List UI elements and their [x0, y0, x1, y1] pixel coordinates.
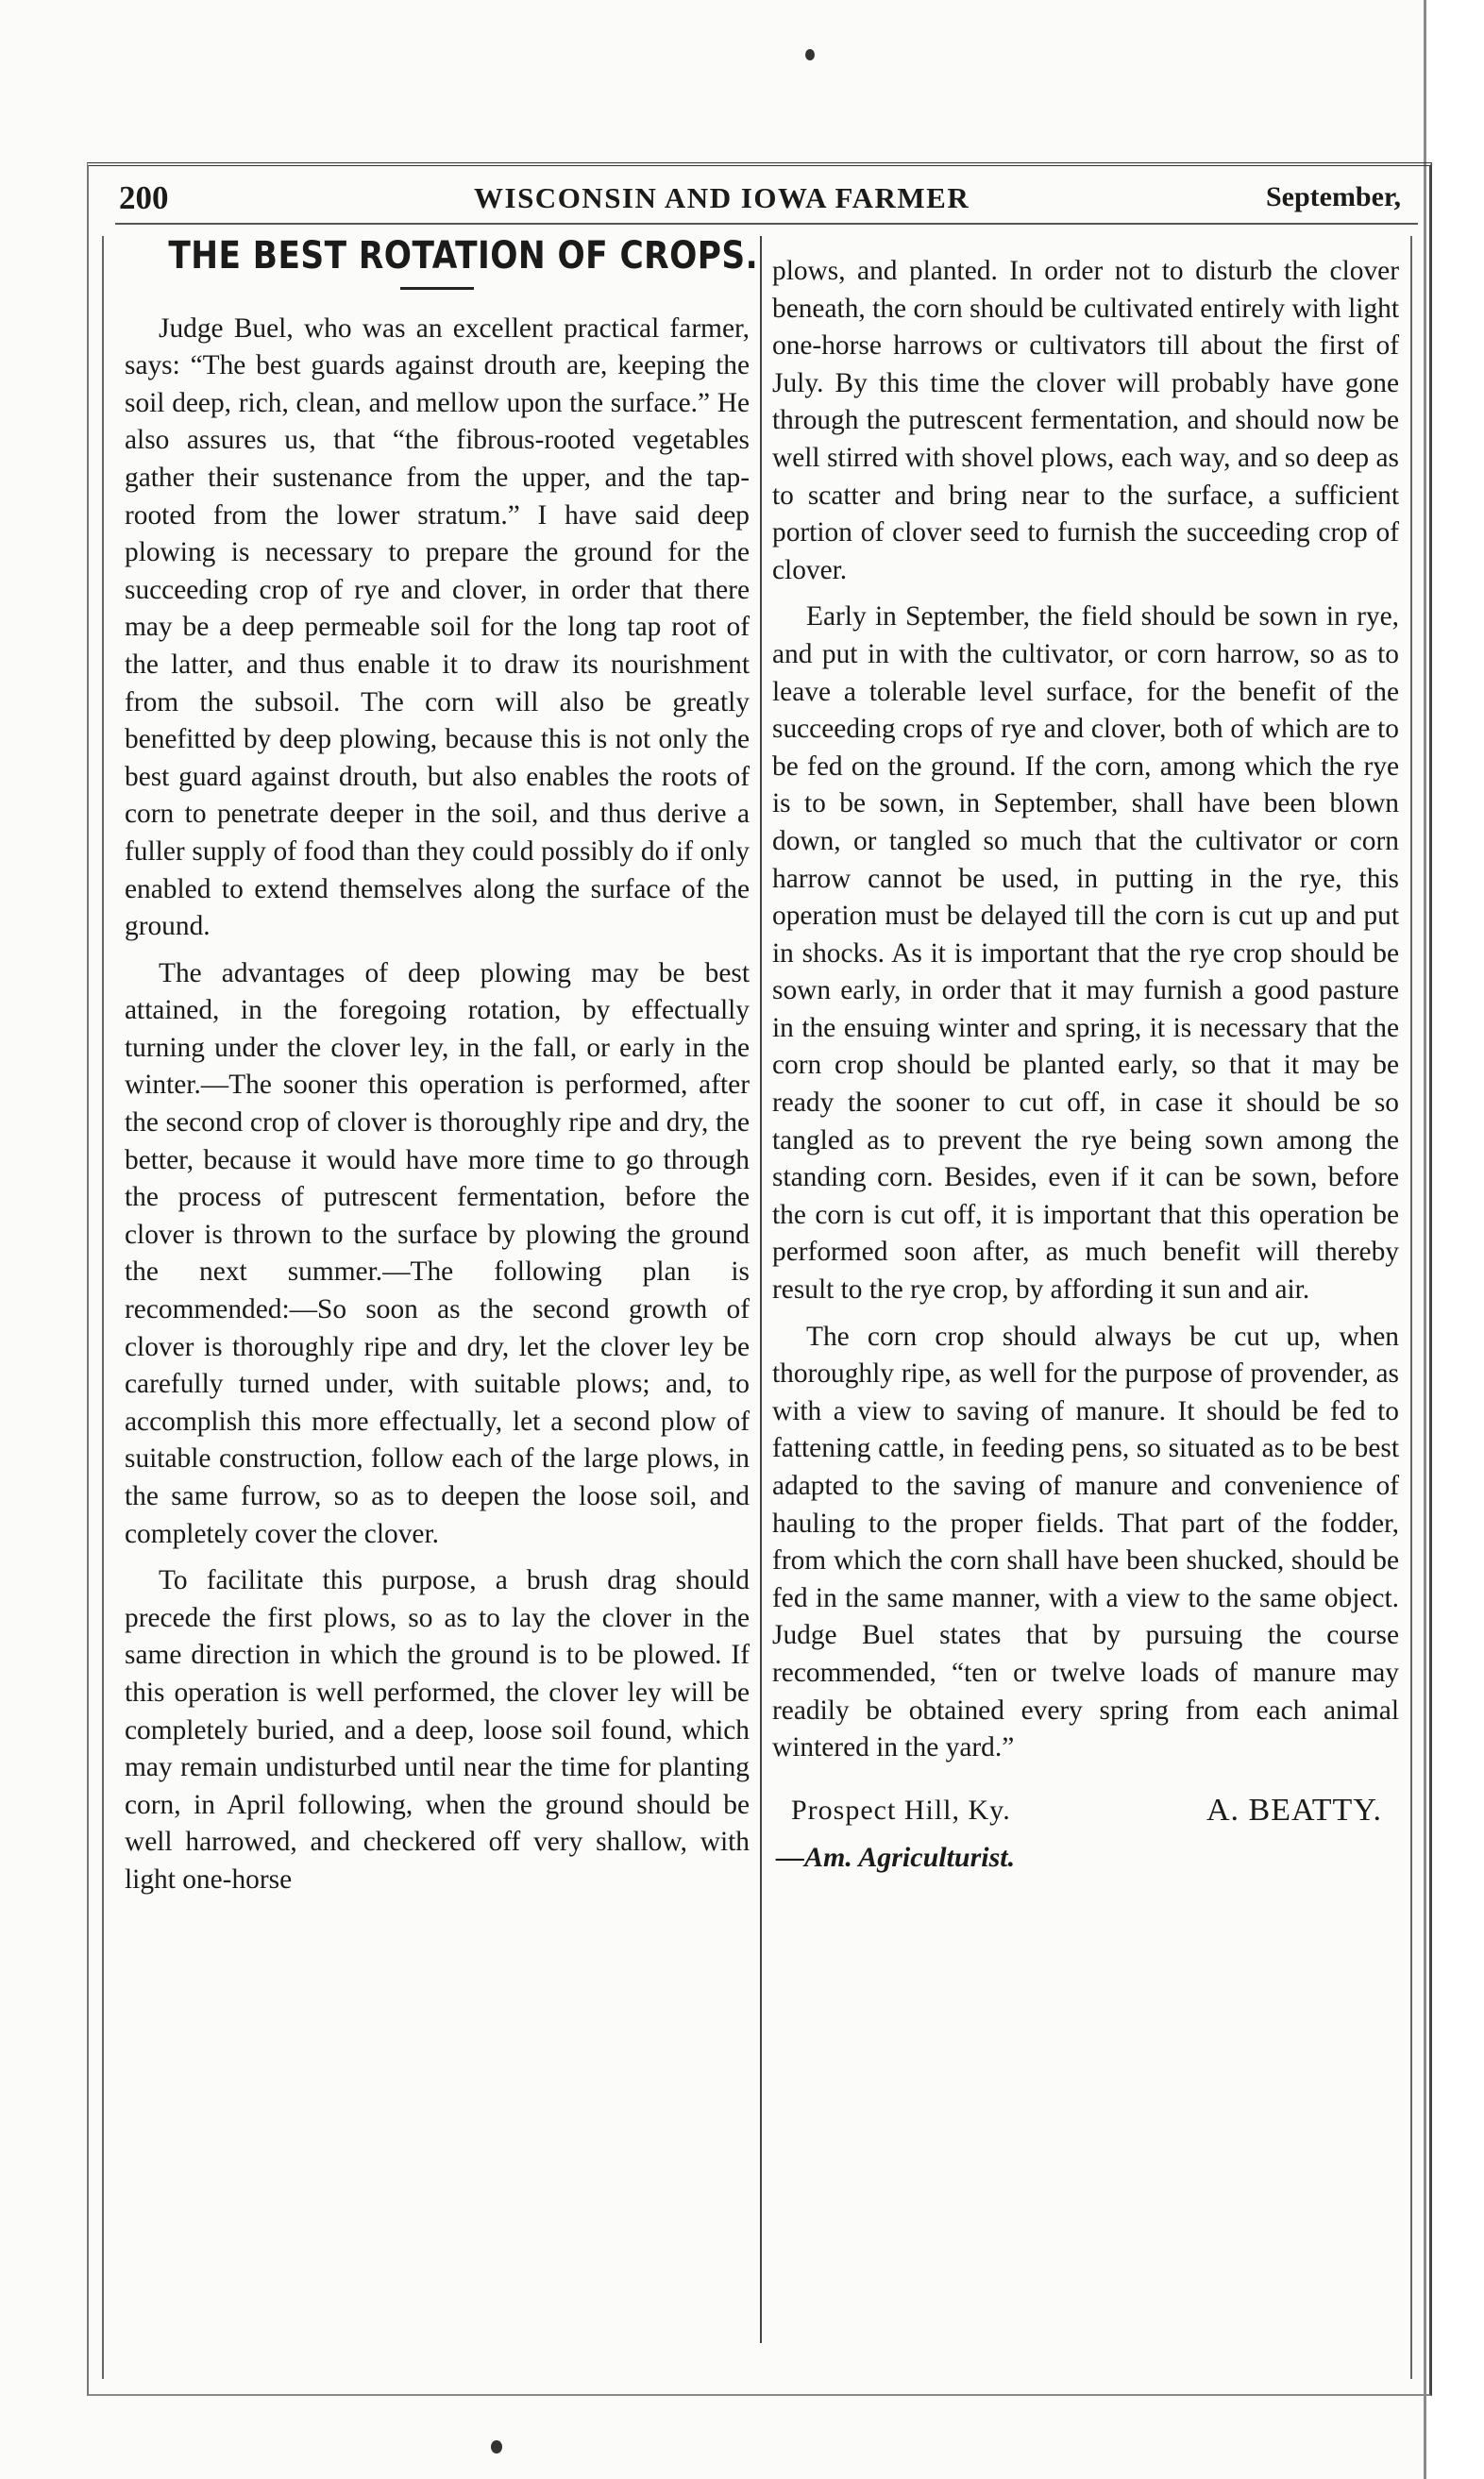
signature-place: Prospect Hill, Ky.	[791, 1794, 1011, 1826]
ink-speck	[805, 49, 815, 60]
article-source: —Am. Agriculturist.	[776, 1841, 1016, 1873]
publication-title: WISCONSIN AND IOWA FARMER	[474, 181, 970, 214]
column-rule-middle	[760, 236, 762, 2343]
signature-name: A. BEATTY.	[1206, 1792, 1382, 1828]
column-rule-left	[102, 236, 104, 2379]
article-paragraph: The advantages of deep plowing may be best attained, in the foregoing rotation, by effectually turning under the clover ley, in the fall, or early in the winter.—The sooner this operation is performed, after the second crop of clover is thoroughly ripe and dry, the better, because it would have more time to go through the process of putrescent fermentation, before the clover is thrown to the surface by plowing the ground the next summer.—The following plan is recommended:—So soon as the second growth of clover is thoroughly ripe and dry, let the clover ley be carefully turned under, with suitable plows; and, to accomplish this more effectually, let a second plow of suitable construction, follow each of the large plows, in the same furrow, so as to deepen the loose soil, and completely cover the clover.	[125, 957, 750, 1549]
left-column	[125, 227, 759, 1909]
page-edge	[1424, 0, 1484, 2479]
article-paragraph: To facilitate this purpose, a brush drag should precede the first plows, so as to lay the clover in the same direction in which the ground is to be plowed. If this operation is well performed, the clover ley will be completely buried, and a deep, loose soil found, which may remain undisturbed until near the time for planting corn, in April following, when the ground should be well harrowed, and checkered off very shallow, with light one-horse	[125, 1565, 750, 1895]
title-rule	[400, 287, 474, 290]
page-number: 200	[119, 179, 169, 216]
article-title: THE BEST ROTATION OF CROPS.	[168, 234, 759, 278]
right-column	[772, 227, 1399, 1876]
ink-speck	[491, 2440, 502, 2454]
page-header	[115, 170, 1418, 225]
article-paragraph: plows, and planted. In order not to disturb the clover beneath, the corn should be cultivated entirely with light one-horse harrows or cultivators till about the first of July. By this time the clover will probably have gone through the putrescent fermentation, and should now be well stirred with shovel plows, each way, and so deep as to scatter and bring near to the surface, a sufficient portion of clover seed to furnish the succeeding crop of clover.	[772, 256, 1399, 585]
issue-month: September,	[1265, 181, 1401, 212]
article-paragraph: Judge Buel, who was an excellent practical farmer, says: “The best guards against drouth are, keeping the soil deep, rich, clean, and mellow upon the surface.” He also assures us, that “the fibrous-rooted vegetables gather their sustenance from the upper, and the tap-rooted from the lower stratum.” I have said deep plowing is necessary to prepare the ground for the succeeding crop of rye and clover, in order that there may be a deep permeable soil for the long tap root of the latter, and thus enable it to draw its nourishment from the subsoil. The corn will also be greatly benefitted by deep plowing, because this is not only the best guard against drouth, but also enables the roots of corn to penetrate deeper in the soil, and thus derive a fuller supply of food than they could possibly do if only enabled to extend themselves along the surface of the ground.	[125, 312, 750, 942]
column-rule-right	[1410, 236, 1412, 2379]
signature	[772, 1792, 1399, 1830]
article-paragraph: Early in September, the field should be sown in rye, and put in with the cultivator, or corn harrow, so as to leave a tolerable level surface, for the benefit of the succeeding crops of rye and clover, both of which are to be fed on the ground. If the corn, among which the rye is to be sown, in September, shall have been blown down, or tangled so much that the cultivator or corn harrow cannot be used, in putting in the rye, this operation must be delayed till the corn is cut up and put in shocks. As it is important that the rye crop should be sown early, in order that it may furnish a good pasture in the ensuing winter and spring, it is necessary that the corn crop should be planted early, so that it may be ready the sooner to cut off, in case it should be so tangled as to prevent the rye being sown among the standing corn. Besides, even if it can be sown, before the corn is cut off, it is important that this operation be performed soon after, as much benefit will thereby result to the rye crop, by affording it sun and air.	[772, 601, 1399, 1306]
article-paragraph: The corn crop should always be cut up, when thoroughly ripe, as well for the purpose of provender, as with a view to saving of manure. It should be fed to fattening cattle, in feeding pens, so situated as to be best adapted to the saving of manure and convenience of hauling to the proper fields. That part of the fodder, from which the corn shall have been shucked, should be fed in the same manner, with a view to the same object. Judge Buel states that by pursuing the course recommended, “ten or twelve loads of manure may readily be obtained every spring from each animal wintered in the yard.”	[772, 1321, 1399, 1763]
